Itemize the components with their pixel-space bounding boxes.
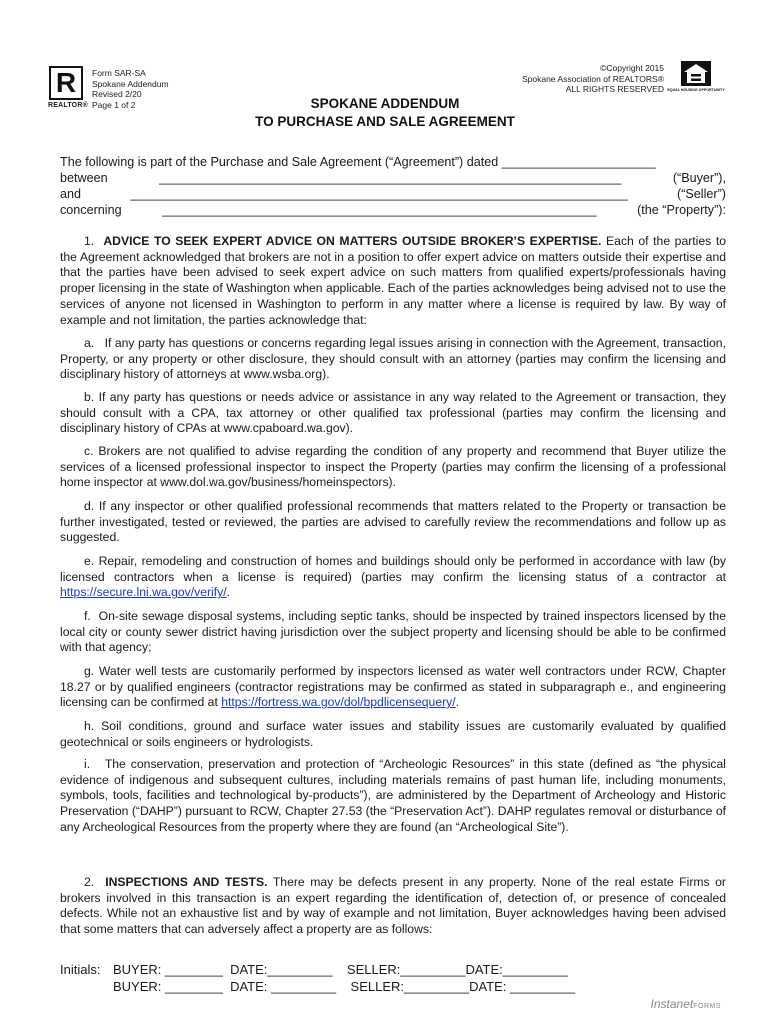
section-1-heading: ADVICE TO SEEK EXPERT ADVICE ON MATTERS OUTSIDE BROKER’S EXPERTISE. — [103, 234, 602, 248]
realtor-wordmark: REALTOR® — [48, 102, 88, 109]
item-a-label: a. — [84, 336, 95, 350]
intro-buyer-label: (“Buyer”), — [672, 171, 726, 185]
item-d-label: d. — [84, 499, 95, 513]
item-h-text: Soil conditions, ground and surface water issues and stability issues are customarily evaluated by qualified geotechnical or soils engineers or hydrologists. — [60, 719, 726, 749]
item-g-after: . — [455, 695, 460, 710]
seller-name-field[interactable]: _______________________________________________________________________ — [130, 187, 628, 201]
intro-line-seller — [60, 186, 726, 202]
item-d — [60, 499, 726, 546]
section-2-heading: INSPECTIONS AND TESTS. — [105, 875, 268, 889]
form-id: Form SAR-SA — [92, 68, 146, 78]
initials-row-2[interactable]: BUYER: ________ DATE: _________ SELLER:_________DATE: _________ — [113, 979, 576, 994]
item-e-after: . — [226, 585, 231, 600]
lni-verify-link[interactable]: https://secure.lni.wa.gov/verify/ — [60, 585, 227, 600]
item-i-label: i. — [84, 757, 91, 771]
item-g-label: g. — [84, 664, 95, 678]
section-2-paragraph — [60, 875, 726, 938]
item-c-label: c. — [84, 444, 94, 458]
page-number: Page 1 of 2 — [92, 99, 136, 110]
realtor-logo-mark: R — [55, 67, 77, 98]
intro-concerning-label: concerning — [60, 203, 122, 217]
dol-license-query-link[interactable]: https://fortress.wa.gov/dol/bpdlicensequery/ — [221, 695, 456, 710]
intro-line-property — [60, 202, 726, 218]
item-h — [60, 719, 726, 750]
item-g-text: Water well tests are customarily performed by inspectors licensed as water well contractors under RCW, Chapter 18.27 or by qualified engineers (contractor registrations may be confirmed as stated in subparagraph e., and engineering licensing can be confirmed at — [60, 664, 727, 710]
item-b-label: b. — [84, 390, 95, 404]
instanet-forms-logo — [651, 997, 721, 1011]
document-title: SPOKANE ADDENDUM — [310, 96, 460, 111]
form-name: Spokane Addendum — [92, 78, 169, 89]
section-1-number: 1. — [84, 234, 95, 248]
intro-line-dated: The following is part of the Purchase and Sale Agreement (“Agreement”) dated ______________________ — [60, 155, 656, 169]
property-field[interactable]: ______________________________________________________________ — [162, 203, 597, 217]
copyright-line: ALL RIGHTS RESERVED — [565, 84, 664, 95]
section-1-text: Each of the parties to the Agreement acknowledged that brokers are not in a position to offer expert advice on matters outside their expertise and that the parties have been advised to seek expert advice on such matters from qualified experts/professionals having proper licensing in the state of Washington when applicable. Each of the parties acknowledges being advised not to use the services of anyone not licensed in Washington to perform in any matter where a license is required by law. By way of example and not limitation, the parties acknowledge that: — [60, 234, 727, 327]
document-subtitle: TO PURCHASE AND SALE AGREEMENT — [255, 114, 515, 129]
copyright-line: Spokane Association of REALTORS® — [521, 73, 664, 84]
item-c — [60, 444, 726, 491]
eho-text: EQUAL HOUSING OPPORTUNITY — [667, 88, 725, 92]
brand-name: Instanet — [650, 997, 694, 1011]
initials-row-1[interactable]: BUYER: ________ DATE:_________ SELLER:_________DATE:_________ — [113, 962, 568, 977]
form-revision: Revised 2/20 — [92, 89, 142, 100]
section-2-text: There may be defects present in any property. None of the real estate Firms or brokers involved in this transaction is an expert regarding the identification of, detection of, or presence of concealed defects. While not an exhaustive list and by way of example and not limitation, Buyer acknowledges having been advised that some matters that can adversely affect a property are as follows: — [60, 875, 726, 937]
intro-and-label: and — [60, 187, 82, 201]
item-d-text: If any inspector or other qualified professional recommends that matters related to the Property or transaction be further investigated, tested or reviewed, the parties are advised to carefully review the recommendations and follow up as suggested. — [60, 499, 726, 545]
item-a — [60, 336, 726, 383]
item-g — [60, 664, 726, 711]
item-f-label: f. — [84, 609, 91, 623]
item-b-text: If any party has questions or needs advice or assistance in any way related to the Agreement or transaction, they should consult with a CPA, tax attorney or other qualified tax professional (parties may confirm the licensing and disciplinary history of CPAs at www.cpaboard.wa.gov). — [60, 390, 726, 436]
copyright-notice — [522, 63, 664, 95]
brand-suffix: FORMS — [693, 1003, 721, 1010]
item-f-text: On-site sewage disposal systems, including septic tanks, should be inspected by trained inspectors licensed by the local city or county sewer district having jurisdiction over the subject property and licensing should be able to be confirmed with that agency; — [60, 609, 726, 655]
item-h-label: h. — [84, 719, 95, 733]
initials-label: Initials: — [60, 962, 101, 977]
item-i-text: The conservation, preservation and protection of “Archeologic Resources” in this state (defined as “the physical evidence of indigenous and subsequent cultures, including materials remains of past human life, including monuments, symbols, tools, facilities and technological by-products”), are administered by the Department of Archeology and Historic Preservation (“DAHP”) pursuant to RCW, Chapter 27.53 (the “Preservation Act”). DAHP regulates removal or disturbance of any Archeological Resources from the property where they are found (an “Archeological Site”). — [60, 757, 726, 834]
section-1-paragraph — [60, 234, 726, 328]
copyright-line: ©Copyright 2015 — [600, 63, 664, 73]
item-e-text: Repair, remodeling and construction of homes and buildings should only be performed in accordance with law (by licensed contractors when a license is required) (parties may confirm the licensing status of a contractor at — [60, 554, 727, 584]
intro-property-label: (the “Property”): — [637, 203, 726, 217]
item-f — [60, 609, 726, 656]
item-c-text: Brokers are not qualified to advise regarding the condition of any property and recommend that Buyer utilize the services of a licensed professional inspector to inspect the Property (parties may confirm the licensing of a professional home inspector at www.dol.wa.gov/business/homeinspectors). — [60, 444, 726, 490]
equal-housing-opportunity-icon — [667, 60, 725, 96]
item-i — [60, 757, 726, 836]
buyer-name-field[interactable]: __________________________________________________________________ — [159, 171, 622, 185]
intro-line-buyer — [60, 170, 726, 186]
item-a-text: If any party has questions or concerns regarding legal issues arising in connection with the Agreement, transaction, Property, or any property or other disclosure, they should consult with an attorney (parties may confirm the licensing and disciplinary history of attorneys at www.wsba.org). — [60, 336, 726, 382]
intro-seller-label: (“Seller”) — [677, 187, 726, 201]
item-e — [60, 554, 726, 601]
section-2-number: 2. — [84, 875, 95, 889]
item-e-label: e. — [84, 554, 95, 568]
intro-between-label: between — [60, 171, 108, 185]
item-b — [60, 390, 726, 437]
